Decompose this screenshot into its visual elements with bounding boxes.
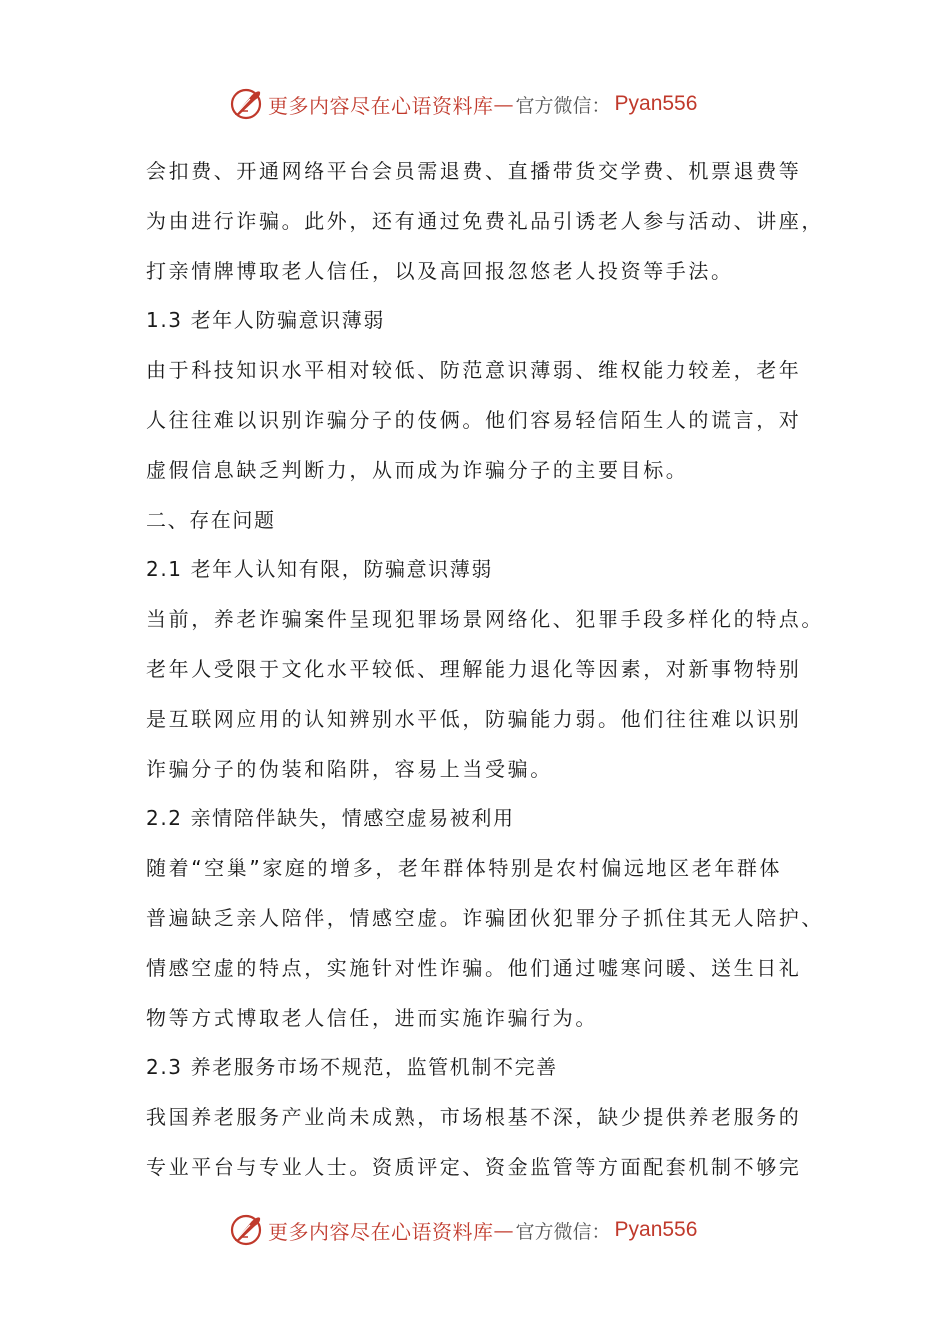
- watermark-main-text: 更多内容尽在心语资料库: [268, 93, 494, 118]
- watermark-wechat-label: 官方微信：: [515, 1220, 611, 1243]
- paragraph-line: 当前，养老诈骗案件呈现犯罪场景网络化、犯罪手段多样化的特点。: [146, 607, 824, 632]
- quill-logo-icon: [228, 1212, 264, 1248]
- watermark-wechat-id: Pyan556: [614, 92, 698, 115]
- watermark-wechat-label: 官方微信：: [515, 94, 611, 117]
- paragraph-line: 虚假信息缺乏判断力，从而成为诈骗分子的主要目标。: [146, 457, 689, 482]
- paragraph-line: 由于科技知识水平相对较低、防范意识薄弱、维权能力较差，老年: [146, 358, 802, 383]
- section-heading: 1.3 老年人防骗意识薄弱: [146, 308, 385, 333]
- paragraph-line: 情感空虚的特点，实施针对性诈骗。他们通过嘘寒问暖、送生日礼: [146, 955, 802, 980]
- paragraph-line: 诈骗分子的伪装和陷阱，容易上当受骗。: [146, 756, 553, 781]
- watermark-dash: —: [493, 92, 514, 116]
- watermark-wechat-id: Pyan556: [614, 1218, 698, 1241]
- paragraph-line: 老年人受限于文化水平较低、理解能力退化等因素，对新事物特别: [146, 656, 802, 681]
- paragraph-line: 我国养老服务产业尚未成熟，市场根基不深，缺少提供养老服务的: [146, 1105, 802, 1130]
- document-body: [146, 147, 826, 1193]
- paragraph-line: 会扣费、开通网络平台会员需退费、直播带货交学费、机票退费等: [146, 159, 802, 183]
- header-watermark: [228, 84, 697, 124]
- paragraph-line: 是互联网应用的认知辨别水平低，防骗能力弱。他们往往难以识别: [146, 706, 802, 731]
- quill-logo-icon: [228, 86, 264, 122]
- watermark-dash: —: [493, 1218, 514, 1242]
- paragraph-line: 为由进行诈骗。此外，还有通过免费礼品引诱老人参与活动、讲座，: [146, 208, 824, 233]
- section-heading: 2.2 亲情陪伴缺失，情感空虚易被利用: [146, 806, 515, 831]
- paragraph-line: 普遍缺乏亲人陪伴，情感空虚。诈骗团伙犯罪分子抓住其无人陪护、: [146, 905, 824, 930]
- section-heading: 二、存在问题: [146, 507, 276, 532]
- watermark-main-text: 更多内容尽在心语资料库: [268, 1219, 494, 1244]
- section-heading: 2.1 老年人认知有限，防骗意识薄弱: [146, 557, 493, 582]
- paragraph-line: 打亲情牌博取老人信任，以及高回报忽悠老人投资等手法。: [146, 258, 734, 283]
- section-heading: 2.3 养老服务市场不规范，监管机制不完善: [146, 1055, 558, 1080]
- paragraph-line: 物等方式博取老人信任，进而实施诈骗行为。: [146, 1005, 598, 1030]
- paragraph-line: 人往往难以识别诈骗分子的伎俩。他们容易轻信陌生人的谎言，对: [146, 407, 802, 432]
- footer-watermark: [228, 1210, 697, 1250]
- paragraph-line: 专业平台与专业人士。资质评定、资金监管等方面配套机制不够完: [146, 1154, 802, 1179]
- paragraph-line: 随着“空巢”家庭的增多，老年群体特别是农村偏远地区老年群体: [146, 856, 783, 881]
